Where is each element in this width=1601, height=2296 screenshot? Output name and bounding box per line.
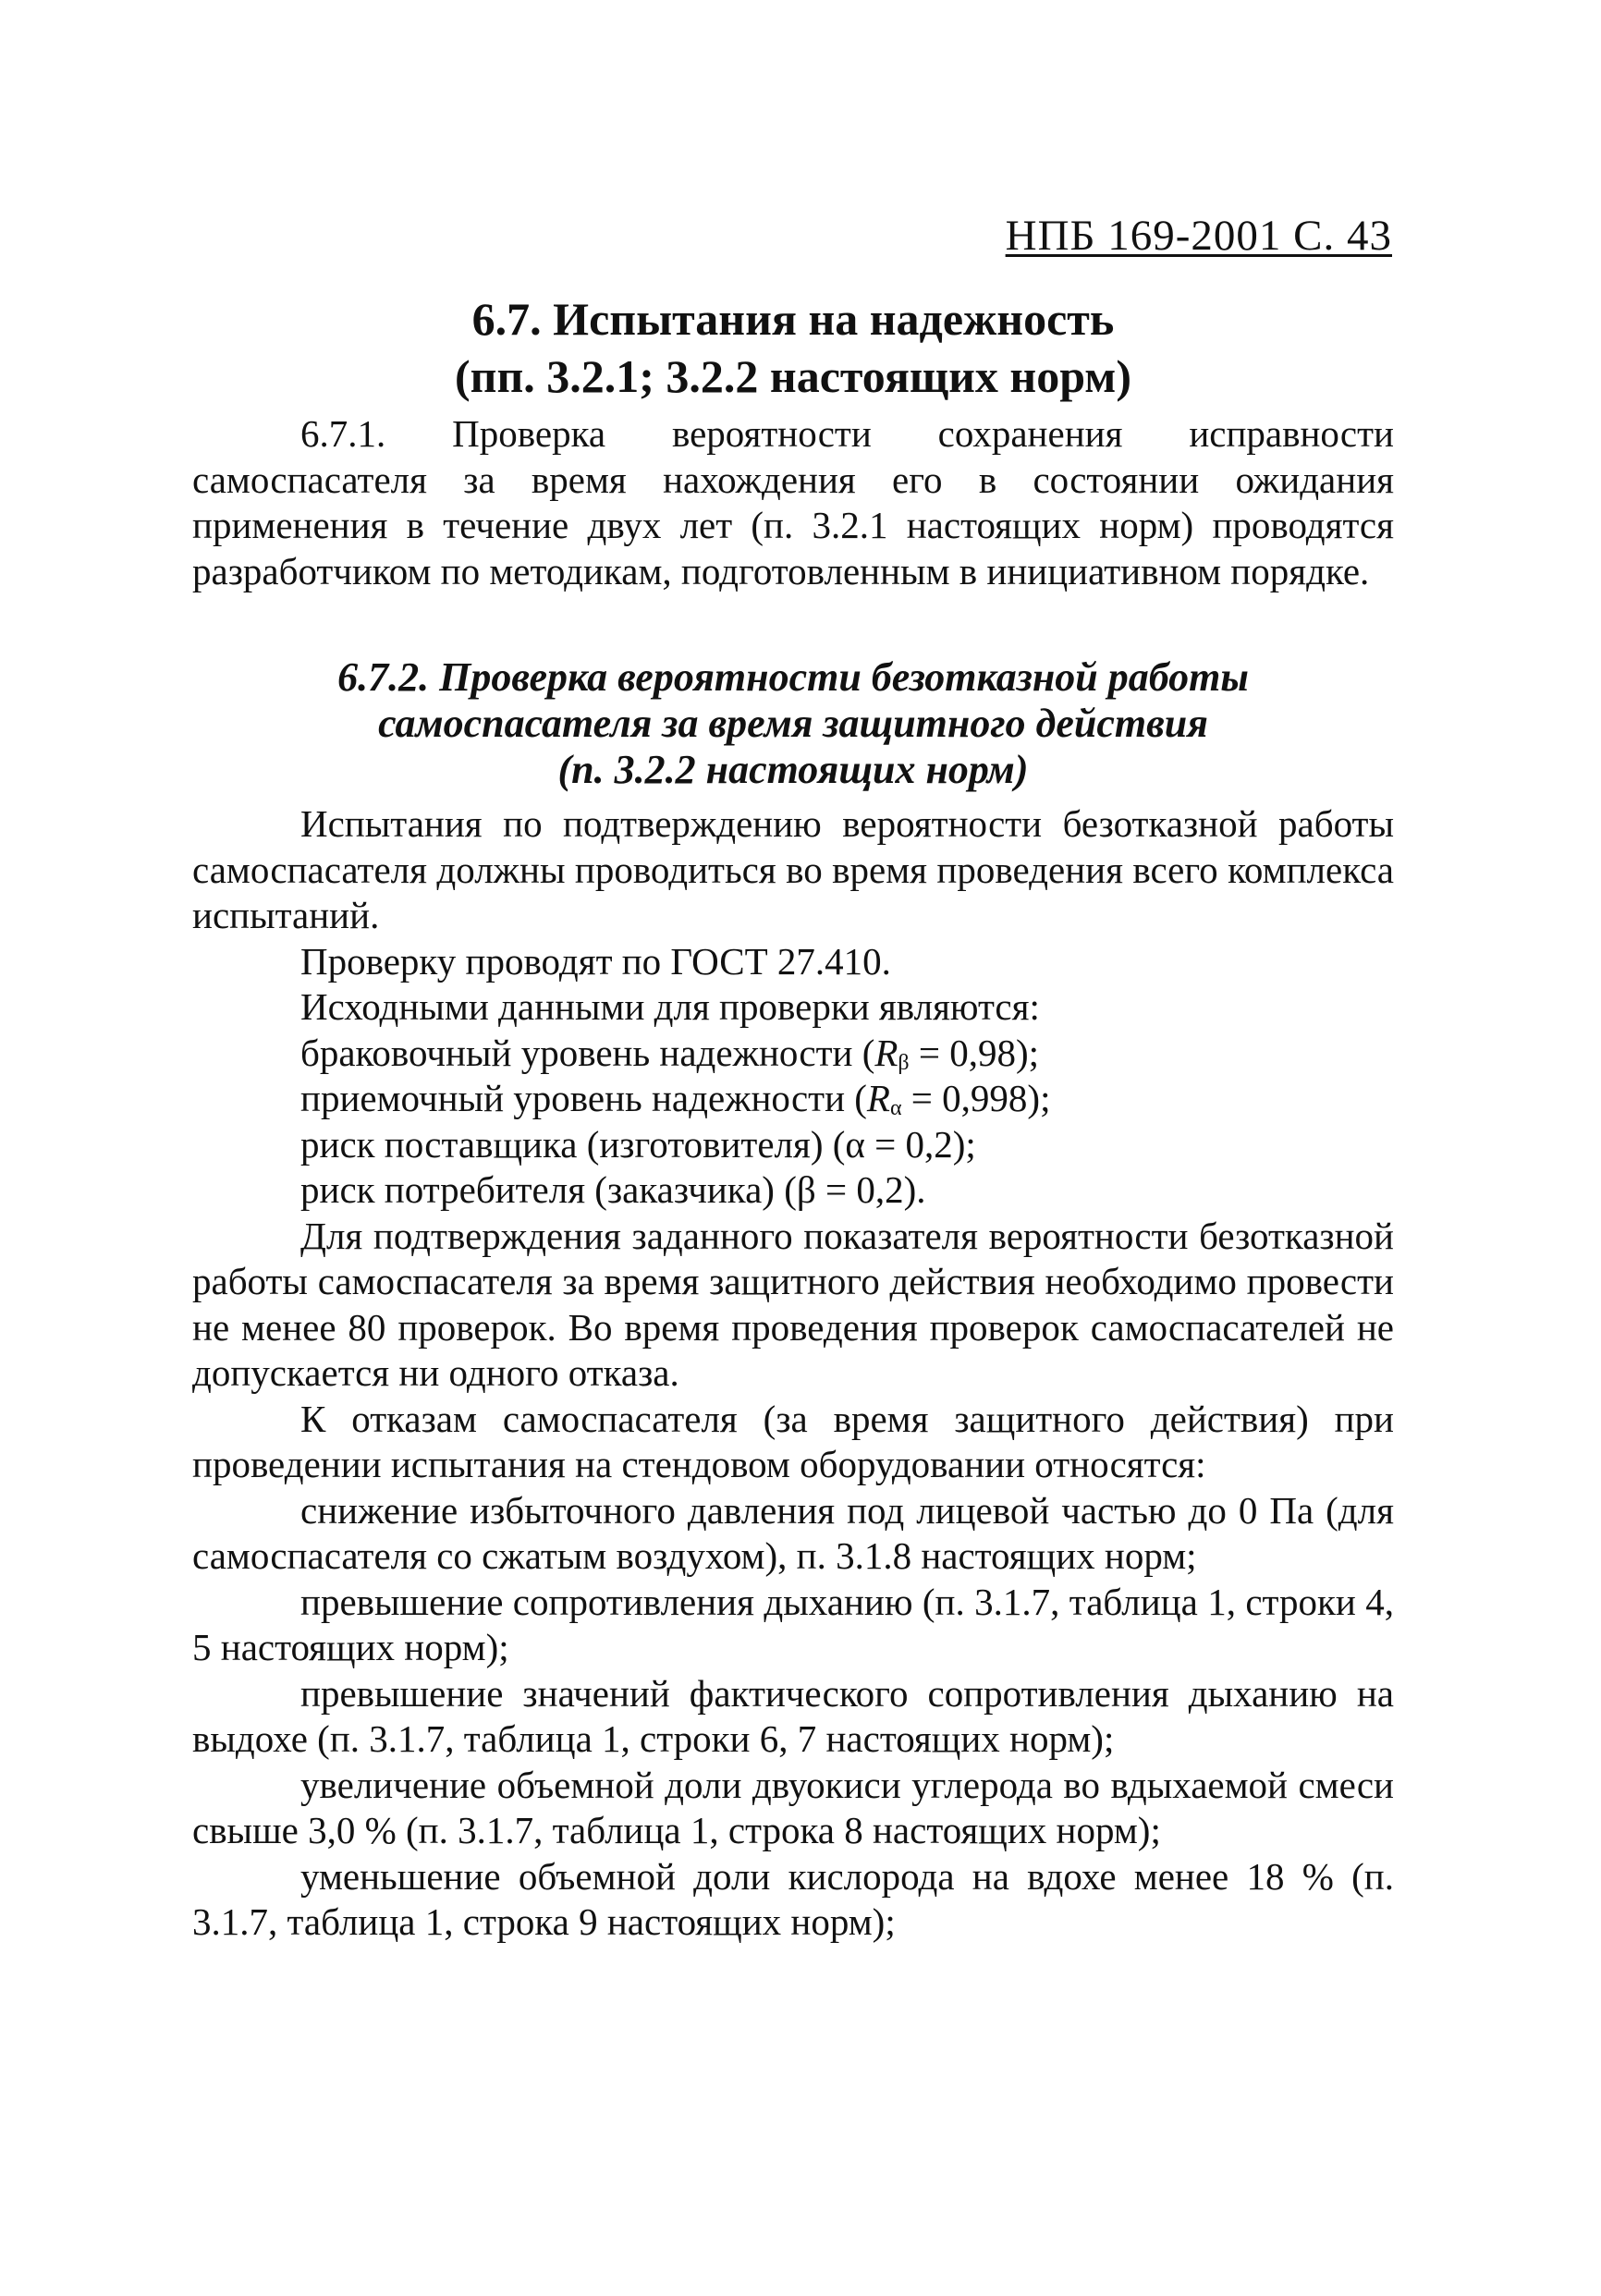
subsection-title-line2: самоспасателя за время защитного действия (378, 701, 1208, 746)
data-item-acceptance-level: приемочный уровень надежности $(R_\alpha = 0,998)$; (300, 1077, 1051, 1120)
paragraph-initial-data: Исходными данными для проверки являются: (300, 985, 1040, 1028)
paragraph-failures-intro: К отказам самоспасателя (за время защитного действия) при проведении испытания на стендовом оборудовании относятся: (192, 1397, 1394, 1485)
subsection-title-line3: (п. 3.2.2 настоящих норм) (557, 747, 1029, 792)
data-item-supplier-risk: риск поставщика (изготовителя) (α = 0,2); (300, 1122, 976, 1166)
subsection-title-line1: 6.7.2. Проверка вероятности безотказной работы (337, 654, 1249, 700)
subsection-body (192, 801, 1394, 1946)
paragraph-tests: Испытания по подтверждению вероятности безотказной работы самоспасателя должны проводиться во время проведения всего комплекса испытаний. (192, 802, 1394, 936)
section-title-line2: (пп. 3.2.1; 3.2.2 настоящих норм) (454, 350, 1131, 402)
failure-item-pressure-drop: снижение избыточного давления под лицевой частью до 0 Па (для самоспасателя со сжатым воздухом), п. 3.1.8 настоящих норм; (192, 1488, 1394, 1577)
paragraph-6-7-1-block (192, 411, 1394, 594)
failure-item-co2-increase: увеличение объемной доли двуокиси углерода во вдыхаемой смеси свыше 3,0 % (п. 3.1.7, таблица 1, строка 8 настоящих норм); (192, 1763, 1394, 1851)
subsection-title (192, 654, 1394, 793)
paragraph-gost: Проверку проводят по ГОСТ 27.410. (300, 939, 891, 983)
failure-item-exhale-resistance: превышение значений фактического сопротивления дыханию на выдохе (п. 3.1.7, таблица 1, строки 6, 7 настоящих норм); (192, 1671, 1394, 1760)
paragraph-6-7-1: 6.7.1. Проверка вероятности сохранения исправности самоспасателя за время нахождения его в состоянии ожидания применения в течение двух лет (п. 3.2.1 настоящих норм) проводятся разработчиком по методикам, подготовленным в инициативном порядке. (192, 412, 1394, 592)
failure-item-breathing-resistance: превышение сопротивления дыханию (п. 3.1.7, таблица 1, строки 4, 5 настоящих норм); (192, 1580, 1394, 1668)
page-header: НПБ 169-2001 С. 43 (1005, 212, 1392, 260)
data-item-rejection-level: браковочный уровень надежности $(R_\beta = 0,98)$; (300, 1031, 1040, 1075)
failure-item-oxygen-decrease: уменьшение объемной доли кислорода на вдохе менее 18 % (п. 3.1.7, таблица 1, строка 9 настоящих норм); (192, 1854, 1394, 1943)
data-item-consumer-risk: риск потребителя (заказчика) (β = 0,2). (300, 1168, 926, 1211)
section-title-line1: 6.7. Испытания на надежность (471, 293, 1115, 345)
section-title (192, 290, 1394, 405)
paragraph-confirmation: Для подтверждения заданного показателя вероятности безотказной работы самоспасателя за время защитного действия необходимо провести не менее 80 проверок. Во время проведения проверок самоспасателей не допускается ни одного отказа. (192, 1214, 1394, 1394)
